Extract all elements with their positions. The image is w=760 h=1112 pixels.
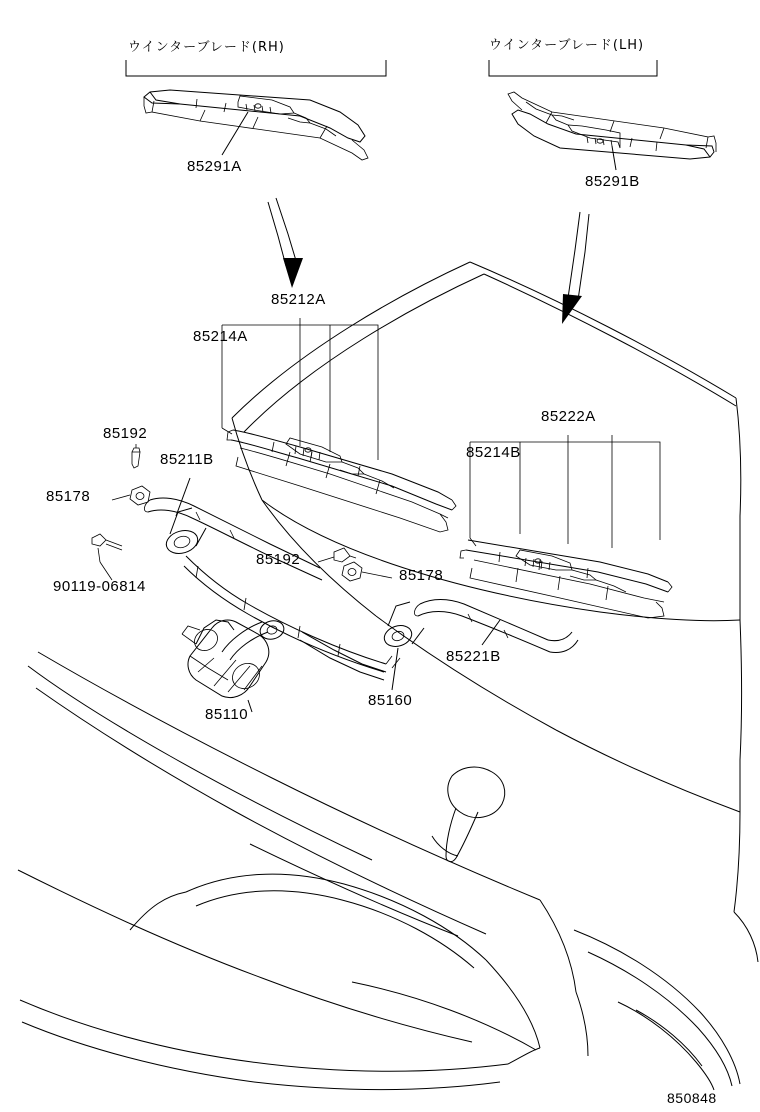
bolt-90119-06814	[92, 534, 122, 580]
part-85212a: 85212A	[271, 291, 326, 308]
part-85291b: 85291B	[585, 173, 640, 190]
nut-85178-left	[112, 486, 150, 505]
part-85178-right: 85178	[399, 567, 444, 584]
part-90119-06814: 90119-06814	[53, 578, 146, 595]
wiper-blade-rh-illustration	[144, 90, 368, 160]
part-85291a: 85291A	[187, 158, 242, 175]
group-label-winter-blade-rh: ウインターブレード(RH)	[128, 40, 285, 55]
wiper-motor-illustration	[182, 620, 269, 712]
part-85110: 85110	[205, 706, 249, 723]
diagram-id: 850848	[667, 1090, 717, 1106]
arrow-lh-to-assembly	[562, 212, 589, 324]
part-85214a: 85214A	[193, 328, 248, 345]
part-85192-upper: 85192	[103, 425, 148, 442]
part-85222a: 85222A	[541, 408, 596, 425]
part-85214b: 85214B	[466, 444, 521, 461]
fastener-85192-left	[132, 444, 140, 468]
part-85221b: 85221B	[446, 648, 501, 665]
bracket-rh	[126, 60, 386, 76]
nut-85178-right	[342, 562, 392, 581]
windshield-outline	[232, 262, 741, 621]
fastener-85192-lower	[318, 548, 356, 562]
wiper-arm-lh-assembly	[414, 540, 672, 653]
bracket-lh	[489, 60, 657, 76]
wiper-blade-lh-illustration	[508, 92, 716, 170]
part-85160: 85160	[368, 692, 413, 709]
wiper-link-assembly	[184, 556, 424, 680]
part-85211b: 85211B	[160, 451, 214, 468]
part-85178-left: 85178	[46, 488, 91, 505]
part-85192-lower: 85192	[256, 551, 301, 568]
arrow-rh-to-assembly	[268, 198, 303, 288]
group-label-winter-blade-lh: ウインターブレード(LH)	[489, 38, 645, 53]
